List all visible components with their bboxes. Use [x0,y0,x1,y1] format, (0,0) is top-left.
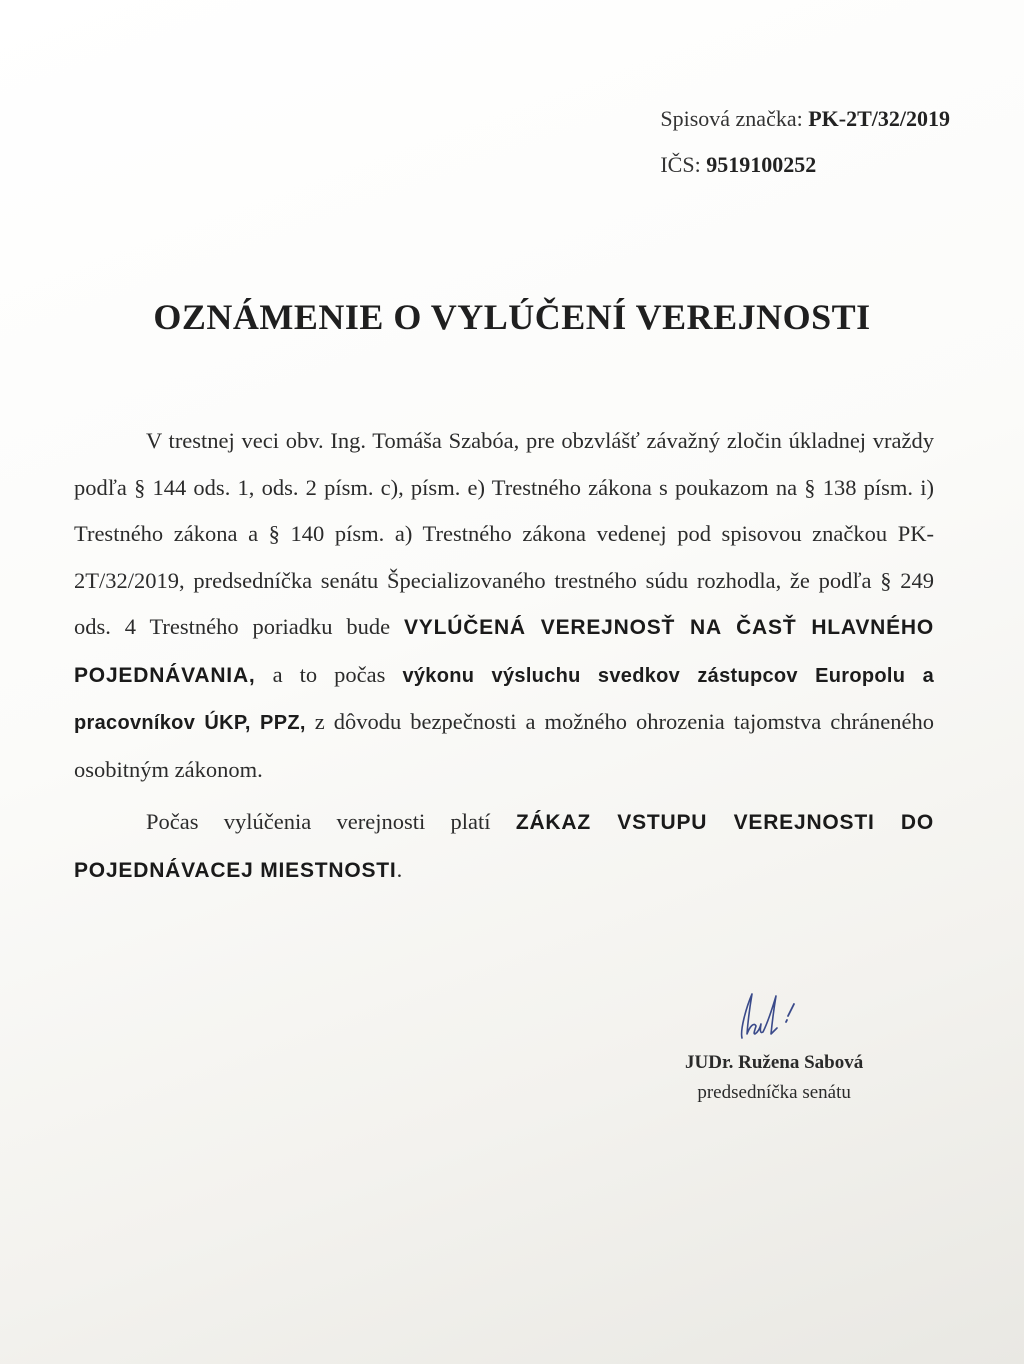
file-reference-label: Spisová značka: [660,106,803,131]
exclusion-emphasis: VYLÚČENÁ VEREJNOSŤ NA ČASŤ HLAVNÉHO POJEDNÁVANIA, [74,616,935,687]
document-body [74,418,934,894]
ics-value: 9519100252 [706,152,817,177]
paragraph-main-text-2: a to počas [272,661,386,687]
document-title: OZNÁMENIE O VYLÚČENÍ VEREJNOSTI [153,297,871,337]
ics-reference [660,142,950,188]
file-reference [660,96,950,142]
handwritten-signature [728,990,808,1050]
ics-label: IČS: [660,152,701,177]
paragraph-ban [74,799,934,894]
signer-role: predsedníčka senátu [697,1082,851,1103]
document-header [660,96,950,188]
paragraph-main-text-3: z dôvodu bezpečnosti a možného ohrozenia tajomstva chráneného osobitným zákonom. [74,709,934,782]
entry-ban-emphasis: ZÁKAZ VSTUPU VEREJNOSTI DO POJEDNÁVACEJ MIESTNOSTI [74,811,935,882]
paragraph-ban-text: Počas vylúčenia verejnosti platí [146,809,491,834]
paragraph-main [74,418,934,793]
file-reference-value: PK-2T/32/2019 [808,106,950,131]
paragraph-main-text-1: V trestnej veci obv. Ing. Tomáša Szabóa, pre obzvlášť závažný zločin úkladnej vraždy podľa § 144 ods. 1, ods. 2 písm. c), písm. e) Trestného zákona s poukazom na § 138 písm. i) Trestného zákona a § 140 písm. a) Trestného zákona vedenej pod spisovou značkou PK-2T/32/2019, predsedníčka senátu Špecializovaného trestného súdu rozhodla, že podľa § 249 ods. 4 Trestného poriadku bude [74,428,934,639]
signer-block [685,1048,863,1108]
paragraph-ban-end: . [396,856,403,882]
signer-name: JUDr. Ružena Sabová [685,1052,864,1073]
witness-emphasis: výkonu výsluchu svedkov zástupcov Europolu a pracovníkov ÚKP, PPZ, [74,664,934,734]
